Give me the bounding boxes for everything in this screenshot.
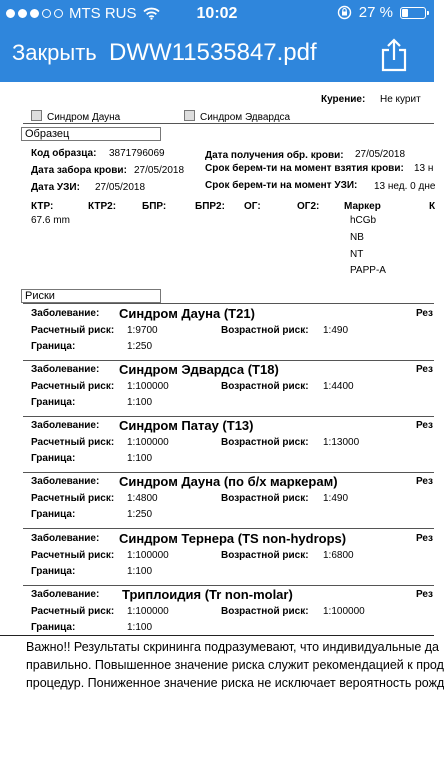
disease-label: Заболевание: xyxy=(31,589,100,600)
result-label: Рез xyxy=(416,420,433,431)
disease-name: Синдром Дауна (по б/х маркерам) xyxy=(119,474,338,489)
result-label: Рез xyxy=(416,589,433,600)
smoking-label: Курение: xyxy=(321,94,366,105)
result-label: Рез xyxy=(416,476,433,487)
pregnancy-term-blood-value: 13 н xyxy=(414,163,434,174)
marker-item: hCGb xyxy=(350,215,377,226)
calc-risk-label: Расчетный риск: xyxy=(31,493,115,504)
ultrasound-date-value: 27/05/2018 xyxy=(95,182,146,193)
calc-risk-label: Расчетный риск: xyxy=(31,325,115,336)
risk-block xyxy=(0,476,434,532)
pregnancy-term-blood-label: Срок берем-ти на момент взятия крови: xyxy=(205,163,404,174)
clock: 10:02 xyxy=(196,5,238,22)
sample-code-value: 3871796069 xyxy=(109,148,165,159)
divider xyxy=(0,635,434,636)
important-note-line: Важно!! Результаты скрининга подразумевают, что индивидуальные да xyxy=(26,640,439,654)
important-note-line: правильно. Повышенное значение риска служит рекомендацией к прод xyxy=(26,658,444,672)
calc-risk-label: Расчетный риск: xyxy=(31,550,115,561)
divider xyxy=(23,303,434,304)
battery-percent: 27 % xyxy=(358,4,393,21)
divider xyxy=(23,360,434,361)
risk-block xyxy=(0,420,434,476)
checkbox-edwards-syndrome: Синдром Эдвардса xyxy=(184,110,290,123)
calc-risk-label: Расчетный риск: xyxy=(31,606,115,617)
rotation-lock-icon xyxy=(337,5,352,20)
disease-name: Триплоидия (Tr non-molar) xyxy=(122,587,293,602)
close-button[interactable]: Закрыть xyxy=(12,40,97,65)
result-label: Рез xyxy=(416,364,433,375)
disease-label: Заболевание: xyxy=(31,533,100,544)
col-og2: ОГ2: xyxy=(297,201,320,212)
calc-risk-value: 1:4800 xyxy=(127,493,158,504)
age-risk-label: Возрастной риск: xyxy=(221,550,309,561)
disease-label: Заболевание: xyxy=(31,364,100,375)
calc-risk-value: 1:100000 xyxy=(127,606,169,617)
pregnancy-term-us-label: Срок берем-ти на момент УЗИ: xyxy=(205,180,358,191)
age-risk-label: Возрастной риск: xyxy=(221,381,309,392)
calc-risk-value: 1:9700 xyxy=(127,325,158,336)
document-title: DWW11535847.pdf xyxy=(109,39,317,66)
border-label: Граница: xyxy=(31,453,76,464)
checkbox-icon xyxy=(31,110,42,121)
col-ktr2: КТР2: xyxy=(88,201,117,212)
col-og: ОГ: xyxy=(244,201,261,212)
disease-label: Заболевание: xyxy=(31,308,100,319)
calc-risk-value: 1:100000 xyxy=(127,381,169,392)
pdf-page[interactable] xyxy=(0,82,444,770)
calc-risk-label: Расчетный риск: xyxy=(31,437,115,448)
checkbox-down-syndrome: Синдром Дауна xyxy=(31,110,120,123)
marker-item: PAPP-A xyxy=(350,265,386,276)
marker-item: NB xyxy=(350,232,364,243)
important-note-line: процедур. Пониженное значение риска не исключает вероятность рожд xyxy=(26,676,444,690)
age-risk-value: 1:490 xyxy=(323,493,349,504)
status-bar xyxy=(0,0,434,28)
col-bpr: БПР: xyxy=(142,201,167,212)
section-header-risks: Риски xyxy=(21,289,161,303)
age-risk-label: Возрастной риск: xyxy=(221,606,309,617)
marker-item: NT xyxy=(350,249,364,260)
blood-draw-date-value: 27/05/2018 xyxy=(134,165,185,176)
battery-icon xyxy=(400,7,426,19)
pregnancy-term-us-value: 13 нед. 0 дне xyxy=(374,181,436,192)
risk-block xyxy=(0,533,434,589)
disease-name: Синдром Дауна (T21) xyxy=(119,306,255,321)
ultrasound-date-label: Дата УЗИ: xyxy=(31,182,80,193)
col-k: К xyxy=(429,201,436,212)
carrier-name: MTS RUS xyxy=(69,5,137,22)
result-label: Рез xyxy=(416,533,433,544)
border-label: Граница: xyxy=(31,622,76,633)
border-label: Граница: xyxy=(31,509,76,520)
border-value: 1:100 xyxy=(127,397,153,408)
disease-name: Синдром Патау (T13) xyxy=(119,418,254,433)
section-header-sample: Образец xyxy=(21,127,161,141)
border-value: 1:250 xyxy=(127,509,153,520)
disease-name: Синдром Эдвардса (T18) xyxy=(119,362,279,377)
col-bpr2: БПР2: xyxy=(195,201,225,212)
divider xyxy=(23,585,434,586)
col-ktr: КТР: xyxy=(31,201,54,212)
border-value: 1:100 xyxy=(127,622,153,633)
age-risk-label: Возрастной риск: xyxy=(221,493,309,504)
age-risk-value: 1:100000 xyxy=(323,606,365,617)
receipt-date-value: 27/05/2018 xyxy=(355,149,406,160)
divider xyxy=(23,123,434,124)
divider xyxy=(23,416,434,417)
age-risk-value: 1:13000 xyxy=(323,437,360,448)
share-icon[interactable] xyxy=(380,38,408,72)
disease-label: Заболевание: xyxy=(31,420,100,431)
calc-risk-label: Расчетный риск: xyxy=(31,381,115,392)
border-label: Граница: xyxy=(31,397,76,408)
checkbox-icon xyxy=(184,110,195,121)
smoking-value: Не курит xyxy=(380,94,421,105)
disease-name: Синдром Тернера (TS non-hydrops) xyxy=(119,531,347,546)
calc-risk-value: 1:100000 xyxy=(127,437,169,448)
risk-block xyxy=(0,308,434,364)
blood-draw-date-label: Дата забора крови: xyxy=(31,165,127,176)
risk-block xyxy=(0,364,434,420)
ktr-value: 67.6 mm xyxy=(31,215,70,226)
age-risk-value: 1:490 xyxy=(323,325,349,336)
border-value: 1:100 xyxy=(127,453,153,464)
calc-risk-value: 1:100000 xyxy=(127,550,169,561)
age-risk-value: 1:6800 xyxy=(323,550,354,561)
border-label: Граница: xyxy=(31,566,76,577)
age-risk-label: Возрастной риск: xyxy=(221,325,309,336)
border-value: 1:250 xyxy=(127,341,153,352)
divider xyxy=(23,528,434,529)
age-risk-label: Возрастной риск: xyxy=(221,437,309,448)
border-label: Граница: xyxy=(31,341,76,352)
receipt-date-label: Дата получения обр. крови: xyxy=(205,150,344,161)
sample-code-label: Код образца: xyxy=(31,148,97,159)
nav-bar xyxy=(0,28,434,82)
result-label: Рез xyxy=(416,308,433,319)
col-marker: Маркер xyxy=(344,201,381,212)
divider xyxy=(23,472,434,473)
disease-label: Заболевание: xyxy=(31,476,100,487)
risk-block xyxy=(0,589,434,645)
border-value: 1:100 xyxy=(127,566,153,577)
age-risk-value: 1:4400 xyxy=(323,381,354,392)
